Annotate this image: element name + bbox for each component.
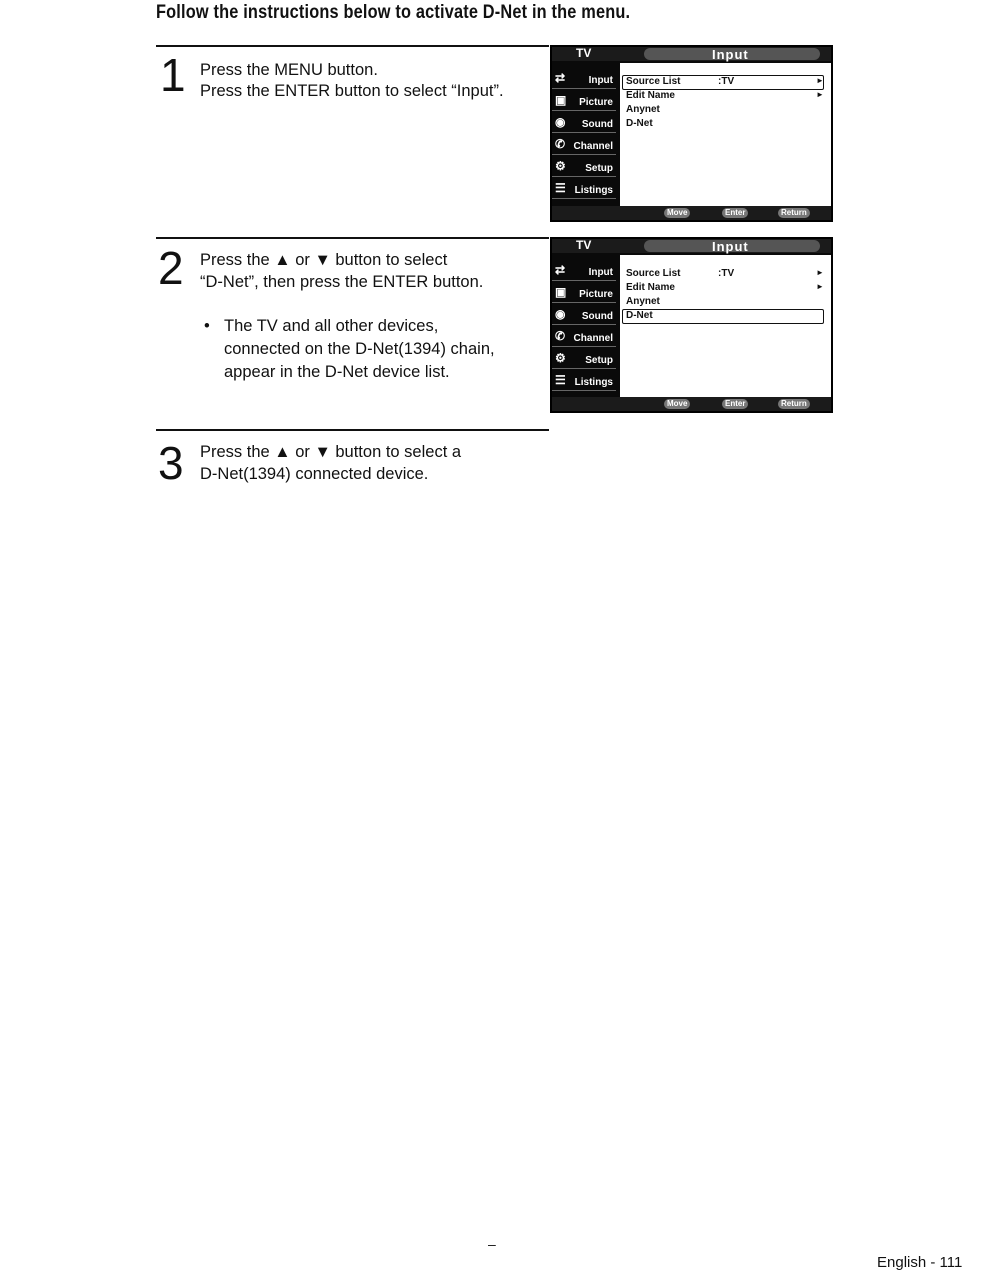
step-1-line-2: Press the ENTER button to select “Input”. xyxy=(200,82,504,100)
picture-icon: ▣ xyxy=(555,285,567,299)
page-footer: English - 111 xyxy=(877,1254,963,1271)
menu-footer xyxy=(552,397,831,411)
step-2-rule xyxy=(156,237,549,239)
menu-item-source-list[interactable]: Source List :TV ► xyxy=(626,268,824,279)
listings-icon: ☰ xyxy=(555,373,566,387)
step-3-line-1: Press the ▲ or ▼ button to select a xyxy=(200,443,462,461)
sidebar-item-picture[interactable]: ▣ Picture xyxy=(552,283,616,303)
menu-item-source-list[interactable]: Source List :TV ► xyxy=(626,76,824,87)
center-mark: – xyxy=(488,1236,496,1252)
menu-tab-tv: TV xyxy=(576,238,592,252)
step-2-bullet: • The TV and all other devices, xyxy=(204,317,439,335)
step-3-line-2: D-Net(1394) connected device. xyxy=(200,465,429,483)
step-2-bullet-line-2: connected on the D-Net(1394) chain, xyxy=(224,340,495,358)
sidebar-item-channel[interactable]: ✆ Channel xyxy=(552,327,616,347)
sidebar-item-input[interactable]: ⇄ Input xyxy=(552,261,616,281)
step-1-line-1: Press the MENU button. xyxy=(200,61,378,79)
sidebar-item-sound[interactable]: ◉ Sound xyxy=(552,113,616,133)
footer-move: Move xyxy=(664,208,690,218)
sidebar-item-channel[interactable]: ✆ Channel xyxy=(552,135,616,155)
footer-return: Return xyxy=(778,399,810,409)
step-1-rule xyxy=(156,45,549,47)
menu-item-anynet[interactable]: Anynet xyxy=(626,296,660,307)
input-icon: ⇄ xyxy=(555,71,566,85)
step-1-number: 1 xyxy=(160,49,186,101)
sidebar-item-listings[interactable]: ☰ Listings xyxy=(552,371,616,391)
menu-tab-tv: TV xyxy=(576,46,592,60)
menu-title: Input xyxy=(712,47,749,62)
sidebar-item-input[interactable]: ⇄ Input xyxy=(552,69,616,89)
menu-item-anynet[interactable]: Anynet xyxy=(626,104,660,115)
listings-icon: ☰ xyxy=(555,181,566,195)
input-icon: ⇄ xyxy=(555,263,566,277)
menu-item-d-net[interactable]: D-Net xyxy=(626,118,653,129)
sound-icon: ◉ xyxy=(555,307,566,321)
bullet-icon: • xyxy=(204,317,210,335)
setup-icon: ⚙ xyxy=(555,159,566,173)
menu-title: Input xyxy=(712,239,749,254)
menu-item-edit-name[interactable]: Edit Name ► xyxy=(626,282,824,293)
channel-icon: ✆ xyxy=(555,137,566,151)
footer-move: Move xyxy=(664,399,690,409)
tv-menu-screen-2 xyxy=(550,237,833,413)
arrow-right-icon: ► xyxy=(816,282,824,291)
tv-menu-screen-1 xyxy=(550,45,833,222)
step-2-number: 2 xyxy=(158,242,184,294)
footer-enter: Enter xyxy=(722,399,748,409)
arrow-right-icon: ► xyxy=(816,90,824,99)
picture-icon: ▣ xyxy=(555,93,567,107)
menu-item-edit-name[interactable]: Edit Name ► xyxy=(626,90,824,101)
arrow-right-icon: ► xyxy=(816,268,824,277)
menu-titlebar xyxy=(552,239,831,253)
step-2-line-1: Press the ▲ or ▼ button to select xyxy=(200,251,448,269)
sidebar-item-setup[interactable]: ⚙ Setup xyxy=(552,349,616,369)
step-2-line-2: “D-Net”, then press the ENTER button. xyxy=(200,273,484,291)
step-3-rule xyxy=(156,429,549,431)
step-3-number: 3 xyxy=(158,437,184,489)
footer-return: Return xyxy=(778,208,810,218)
sidebar-item-sound[interactable]: ◉ Sound xyxy=(552,305,616,325)
menu-panel xyxy=(620,63,831,206)
step-2-bullet-line-3: appear in the D-Net device list. xyxy=(224,363,450,381)
menu-title-pill xyxy=(644,48,820,60)
page-heading: Follow the instructions below to activate D-Net in the menu. xyxy=(156,2,631,23)
menu-sidebar xyxy=(552,253,618,397)
arrow-right-icon: ► xyxy=(816,76,824,85)
sidebar-item-listings[interactable]: ☰ Listings xyxy=(552,179,616,199)
sidebar-item-picture[interactable]: ▣ Picture xyxy=(552,91,616,111)
menu-panel xyxy=(620,255,831,397)
setup-icon: ⚙ xyxy=(555,351,566,365)
footer-enter: Enter xyxy=(722,208,748,218)
channel-icon: ✆ xyxy=(555,329,566,343)
sound-icon: ◉ xyxy=(555,115,566,129)
menu-title-pill xyxy=(644,240,820,252)
menu-titlebar xyxy=(552,47,831,61)
menu-item-d-net[interactable]: D-Net xyxy=(626,310,653,321)
sidebar-item-setup[interactable]: ⚙ Setup xyxy=(552,157,616,177)
menu-footer xyxy=(552,206,831,220)
menu-sidebar xyxy=(552,61,618,206)
